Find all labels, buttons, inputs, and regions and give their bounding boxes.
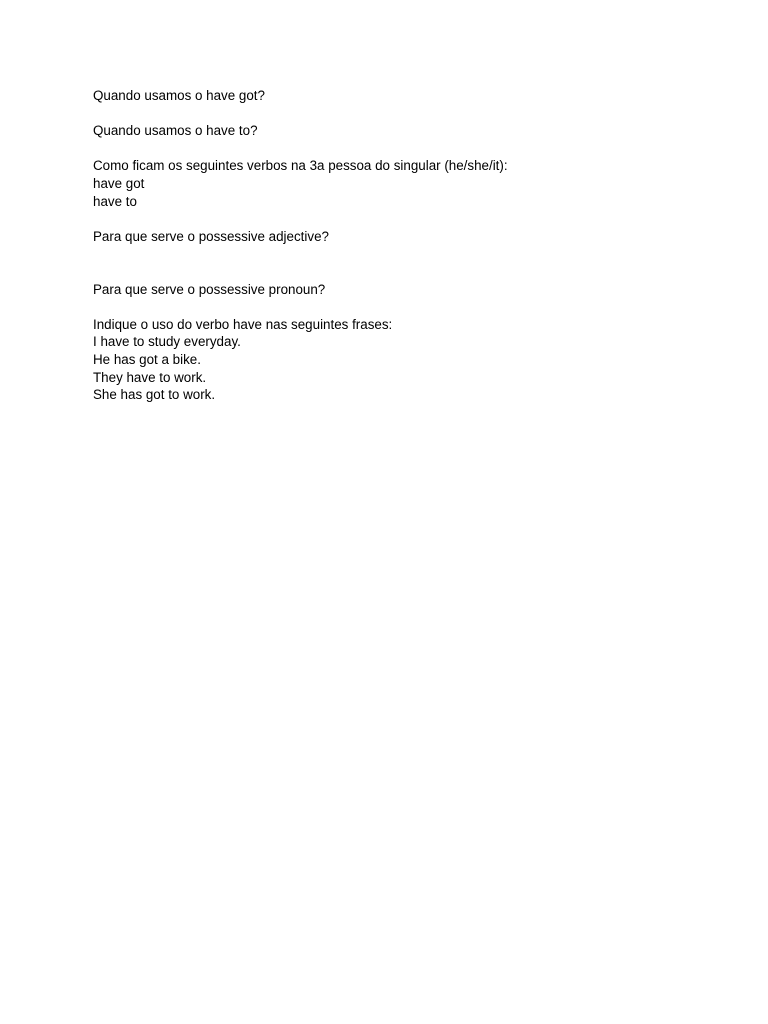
- document-body: [93, 87, 713, 404]
- question-possessive-pronoun: Para que serve o possessive pronoun?: [93, 281, 326, 297]
- question-have-got: Quando usamos o have got?: [93, 88, 265, 103]
- question-verb-usage: Indique o uso do verbo have nas seguintes frases:: [93, 316, 393, 332]
- verb-item-have-to: have to: [93, 193, 137, 209]
- question-possessive-adjective: Para que serve o possessive adjective?: [93, 228, 329, 244]
- sentence-item: They have to work.: [93, 369, 207, 385]
- verb-item-have-got: have got: [93, 175, 145, 191]
- sentence-item: I have to study everyday.: [93, 334, 241, 350]
- question-have-to: Quando usamos o have to?: [93, 123, 258, 139]
- question-third-person: Como ficam os seguintes verbos na 3a pessoa do singular (he/she/it):: [93, 158, 508, 174]
- sentence-item: He has got a bike.: [93, 351, 201, 367]
- sentence-item: She has got to work.: [93, 387, 216, 403]
